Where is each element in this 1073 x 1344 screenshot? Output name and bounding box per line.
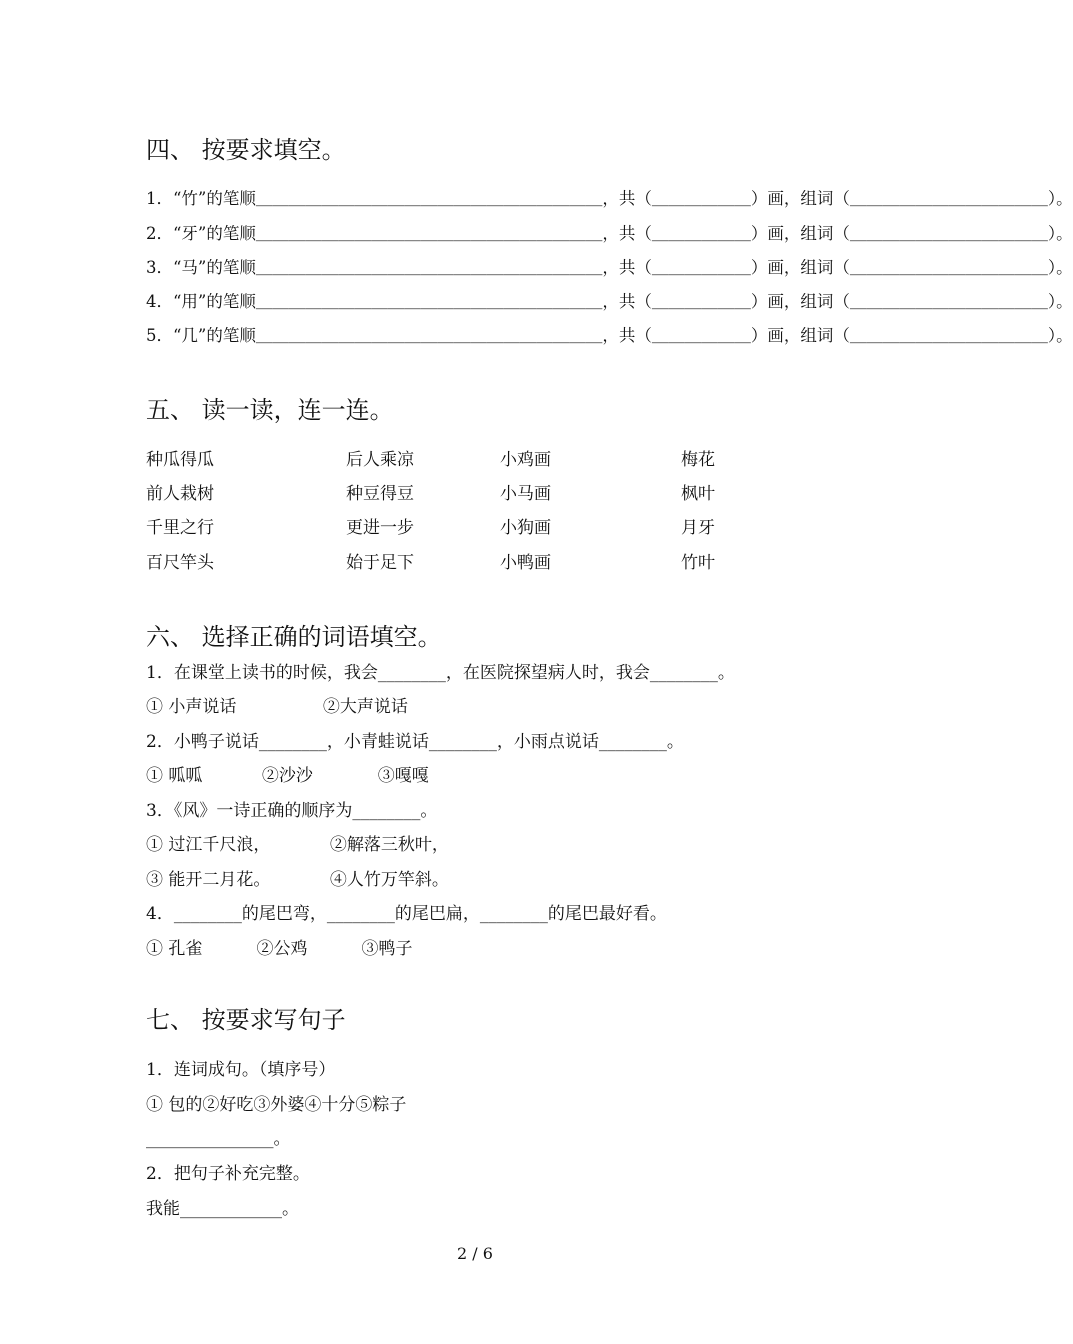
section-6-title: 六、 选择正确的词语填空。 [146,623,442,651]
s5-r1-c2: 后人乘凉 [346,450,414,470]
s5-r3-c2: 更进一步 [346,518,414,538]
s6-q2: 2．小鸭子说话________，小青蛙说话________，小雨点说话________。 [146,732,684,752]
s7-q1-words: ① 包的②好吃③外婆④十分⑤粽子 [146,1095,407,1115]
s6-q3: 3．《风》一诗正确的顺序为________。 [146,801,438,821]
s5-r1-c1: 种瓜得瓜 [146,450,214,470]
section-5-title: 五、 读一读，连一连。 [146,396,394,424]
s5-r4-c1: 百尺竿头 [146,553,214,573]
s5-r2-c4: 枫叶 [681,484,715,504]
s5-r2-c1: 前人栽树 [146,484,214,504]
s5-r2-c3: 小马画 [500,484,551,504]
s7-q2-answer-line: 我能____________。 [146,1199,299,1219]
s5-r3-c4: 月牙 [681,518,715,538]
s5-r4-c2: 始于足下 [346,553,414,573]
section-7-title: 七、 按要求写句子 [146,1006,346,1034]
section-4-title: 四、 按要求填空。 [146,136,346,164]
s6-q2-options: ① 呱呱 ②沙沙 ③嘎嘎 [146,766,429,786]
s7-q1-answer-line: _______________。 [146,1129,291,1149]
s6-q1: 1．在课堂上读书的时候，我会________，在医院探望病人时，我会________。 [146,663,735,683]
s4-item-4: 4．“用”的笔顺＿＿＿＿＿＿＿＿＿＿＿＿＿＿＿＿＿＿＿＿＿，共（＿＿＿＿＿＿）画，组词（＿＿＿＿＿＿＿＿＿＿＿＿）。 [146,292,1073,311]
s7-q2: 2．把句子补充完整。 [146,1164,310,1184]
s5-r4-c3: 小鸭画 [500,553,551,573]
page-number: 2 / 6 [457,1244,493,1263]
s5-r1-c3: 小鸡画 [500,450,551,470]
s6-q3-options-2: ③ 能开二月花。 ④人竹万竿斜。 [146,870,449,890]
s4-item-5: 5．“几”的笔顺＿＿＿＿＿＿＿＿＿＿＿＿＿＿＿＿＿＿＿＿＿，共（＿＿＿＿＿＿）画，组词（＿＿＿＿＿＿＿＿＿＿＿＿）。 [146,326,1073,345]
s4-item-1: 1．“竹”的笔顺＿＿＿＿＿＿＿＿＿＿＿＿＿＿＿＿＿＿＿＿＿，共（＿＿＿＿＿＿）画，组词（＿＿＿＿＿＿＿＿＿＿＿＿）。 [146,189,1073,208]
s5-r3-c3: 小狗画 [500,518,551,538]
s6-q3-options-1: ① 过江千尺浪， ②解落三秋叶， [146,835,449,855]
s5-r4-c4: 竹叶 [681,553,715,573]
s4-item-3: 3．“马”的笔顺＿＿＿＿＿＿＿＿＿＿＿＿＿＿＿＿＿＿＿＿＿，共（＿＿＿＿＿＿）画，组词（＿＿＿＿＿＿＿＿＿＿＿＿）。 [146,258,1073,277]
s6-q4: 4．________的尾巴弯，________的尾巴扁，________的尾巴最好看。 [146,904,667,924]
s5-r1-c4: 梅花 [681,450,715,470]
s5-r3-c1: 千里之行 [146,518,214,538]
s6-q1-options: ① 小声说话 ②大声说话 [146,697,408,717]
s4-item-2: 2．“牙”的笔顺＿＿＿＿＿＿＿＿＿＿＿＿＿＿＿＿＿＿＿＿＿，共（＿＿＿＿＿＿）画，组词（＿＿＿＿＿＿＿＿＿＿＿＿）。 [146,224,1073,243]
s6-q4-options: ① 孔雀 ②公鸡 ③鸭子 [146,939,413,959]
s5-r2-c2: 种豆得豆 [346,484,414,504]
s7-q1: 1．连词成句。（填序号） [146,1060,336,1080]
